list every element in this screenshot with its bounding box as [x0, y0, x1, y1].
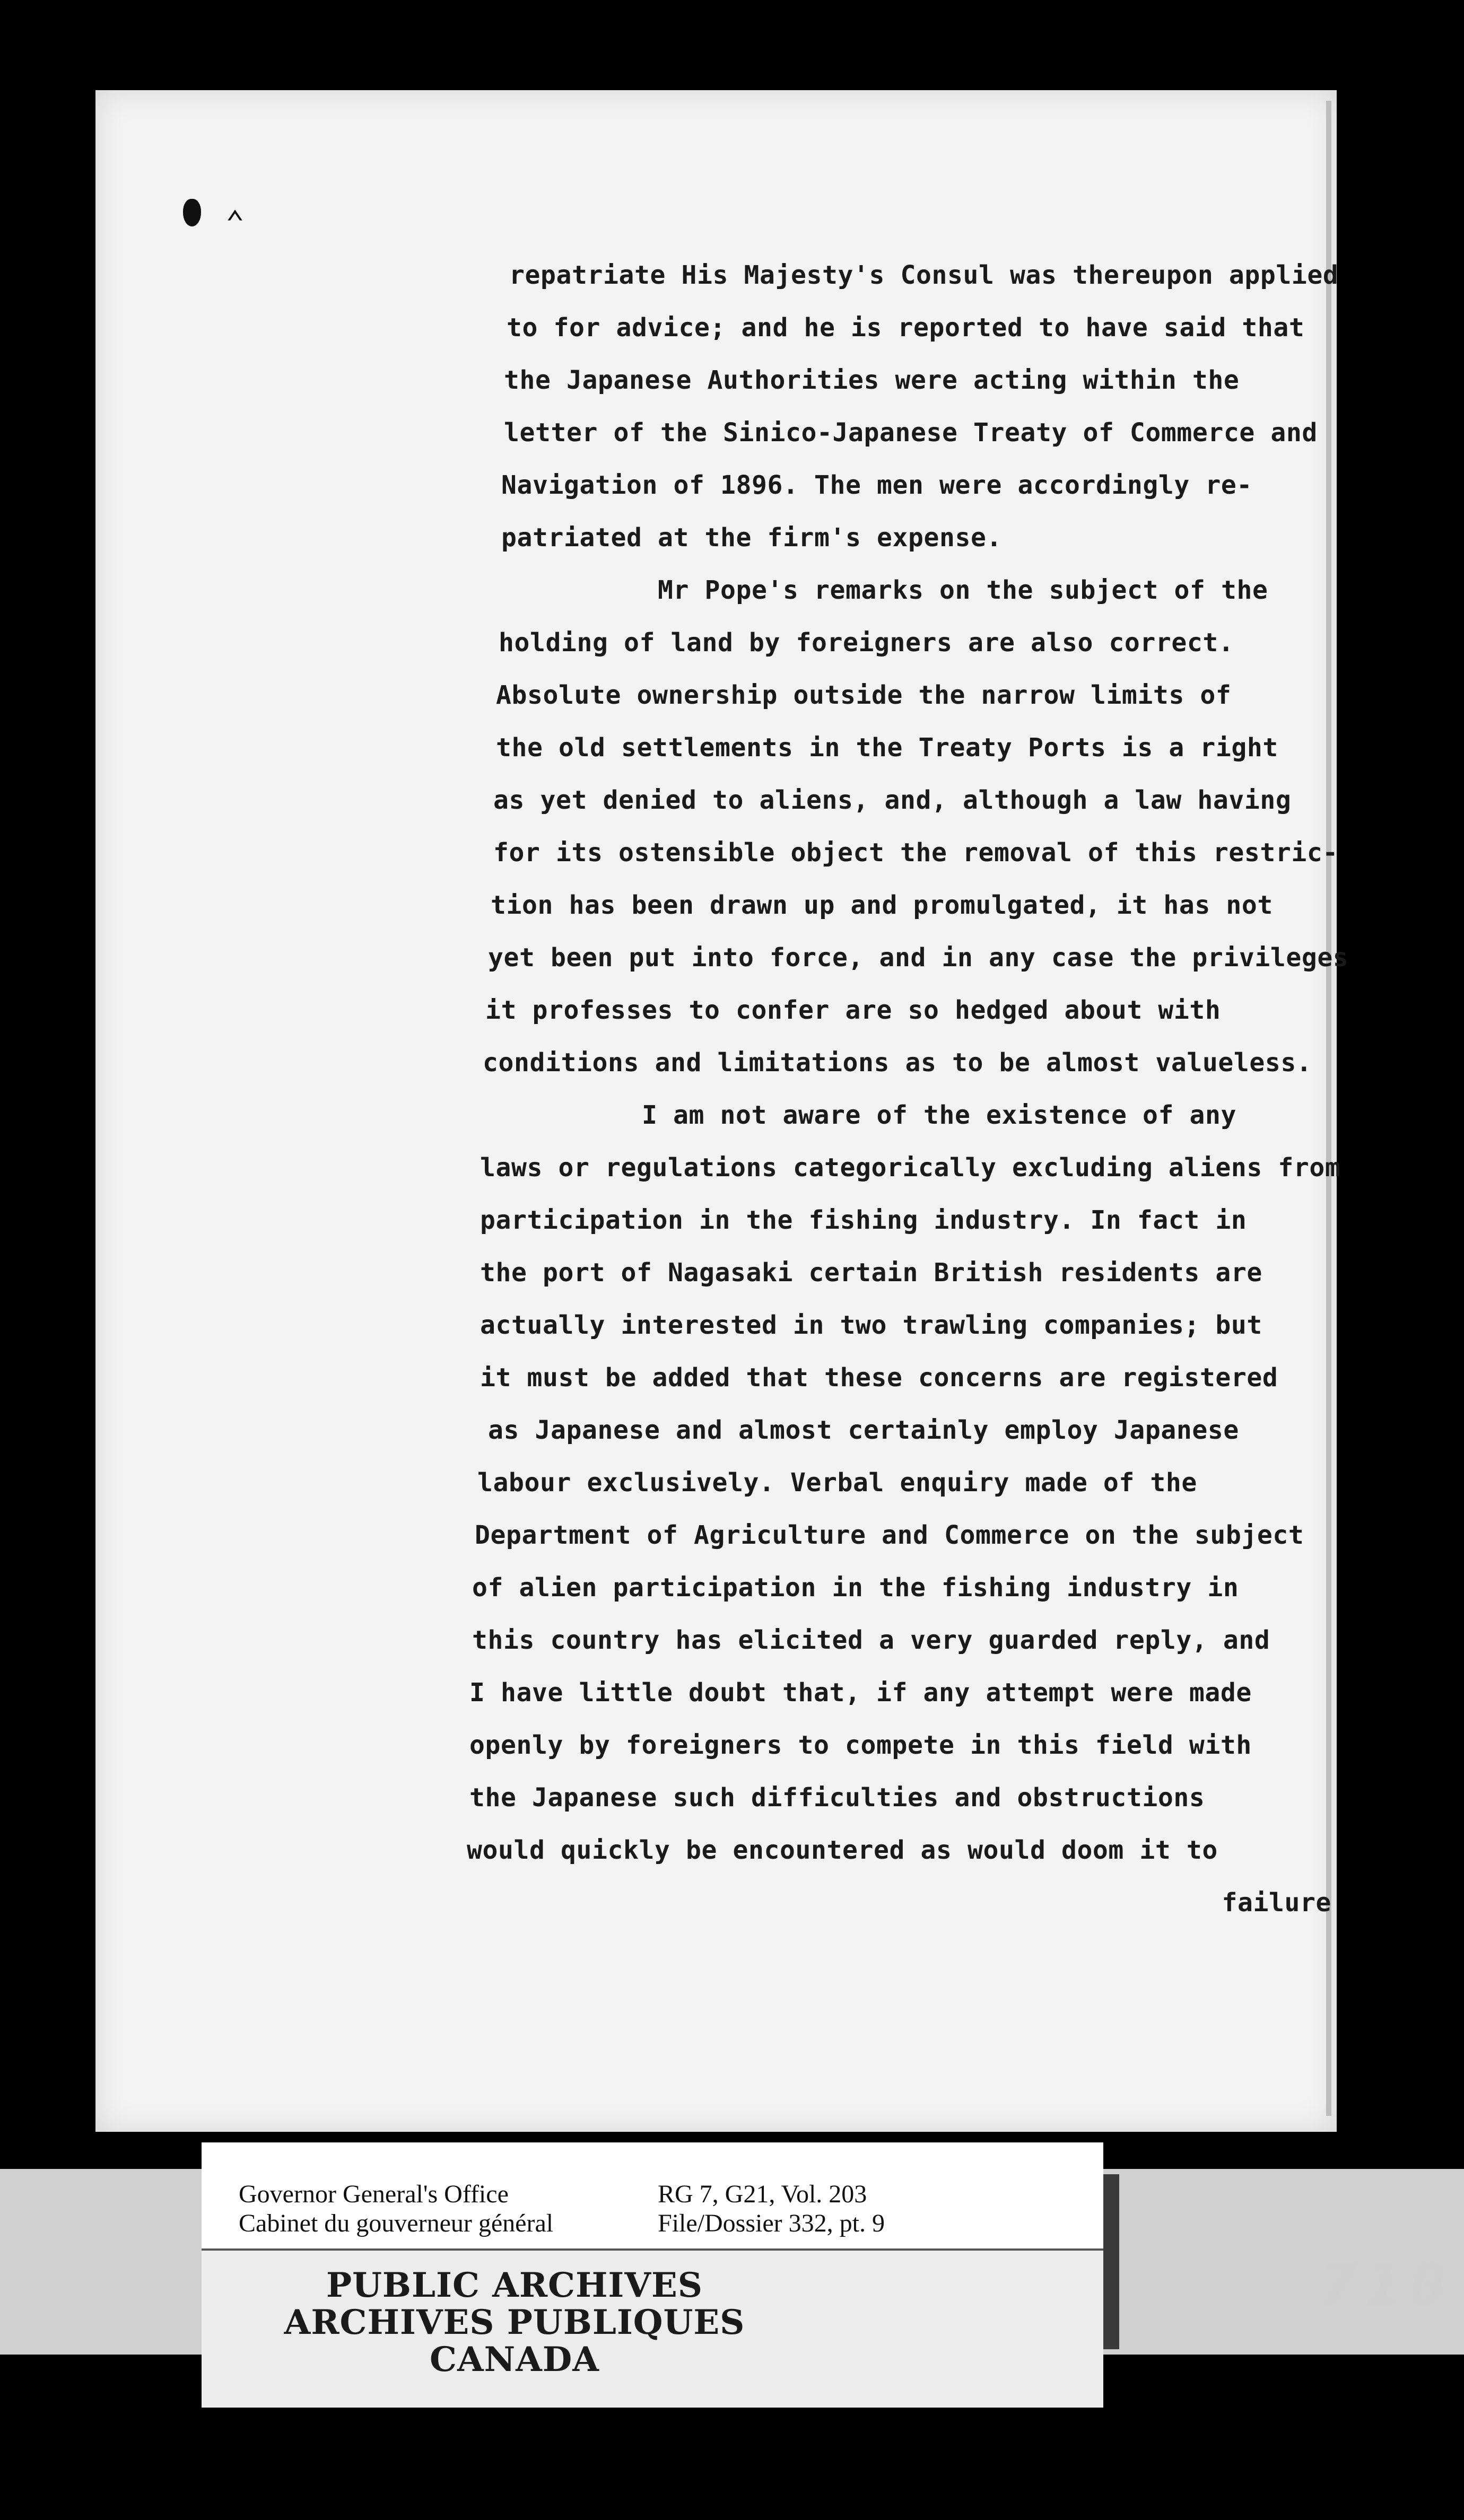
- punch-hole-mark: [183, 199, 201, 226]
- office-name-fr: Cabinet du gouverneur général: [239, 2209, 554, 2237]
- text-line-19: participation in the fishing industry. In fact in: [480, 1205, 1247, 1235]
- text-line-3: the Japanese Authorities were acting within the: [504, 365, 1240, 395]
- stamp-line-public-archives: PUBLIC ARCHIVES: [326, 2265, 703, 2305]
- margin-mark: ⌃: [225, 204, 245, 241]
- catchword: failure: [1222, 1888, 1331, 1918]
- text-line-23: as Japanese and almost certainly employ Japanese: [488, 1415, 1239, 1445]
- text-line-30: the Japanese such difficulties and obstructions: [469, 1783, 1205, 1813]
- text-line-28: I have little doubt that, if any attempt were made: [469, 1678, 1252, 1708]
- text-line-7: Mr Pope's remarks on the subject of the: [658, 575, 1268, 605]
- text-line-27: this country has elicited a very guarded reply, and: [472, 1625, 1270, 1655]
- text-line-13: tion has been drawn up and promulgated, it has not: [491, 890, 1273, 920]
- text-line-16: conditions and limitations as to be almost valueless.: [483, 1048, 1312, 1078]
- text-line-29: openly by foreigners to compete in this field with: [469, 1730, 1252, 1760]
- stamp-line-canada: CANADA: [430, 2340, 599, 2379]
- text-line-14: yet been put into force, and in any case the privileges: [488, 943, 1349, 973]
- text-line-24: labour exclusively. Verbal enquiry made of the: [477, 1468, 1197, 1498]
- text-line-10: the old settlements in the Treaty Ports is a right: [496, 733, 1278, 763]
- text-line-26: of alien participation in the fishing industry in: [472, 1573, 1239, 1603]
- text-line-12: for its ostensible object the removal of this restric-: [493, 838, 1338, 868]
- text-line-1: repatriate His Majesty's Consul was thereupon applied: [509, 260, 1339, 290]
- text-line-9: Absolute ownership outside the narrow limits of: [496, 680, 1232, 710]
- text-line-22: it must be added that these concerns are registered: [480, 1363, 1278, 1393]
- text-line-8: holding of land by foreigners are also correct.: [499, 628, 1234, 658]
- text-line-21: actually interested in two trawling companies; but: [480, 1310, 1262, 1340]
- text-line-2: to for advice; and he is reported to have said that: [507, 313, 1305, 343]
- text-line-4: letter of the Sinico-Japanese Treaty of Commerce and: [504, 418, 1318, 448]
- letter-body: [451, 249, 1349, 1929]
- text-line-25: Department of Agriculture and Commerce on the subject: [475, 1520, 1304, 1550]
- archives-stamp: [202, 2248, 1103, 2408]
- text-line-20: the port of Nagasaki certain British residents are: [480, 1258, 1262, 1288]
- text-line-11: as yet denied to aliens, and, although a law having: [493, 785, 1292, 815]
- text-line-15: it professes to confer are so hedged about with: [485, 995, 1221, 1025]
- text-line-31: would quickly be encountered as would doom it to: [467, 1835, 1218, 1865]
- file-reference: File/Dossier 332, pt. 9: [658, 2209, 885, 2237]
- office-name-en: Governor General's Office: [239, 2180, 509, 2208]
- stamp-line-archives-publiques: ARCHIVES PUBLIQUES: [284, 2303, 745, 2342]
- text-line-17: I am not aware of the existence of any: [642, 1100, 1236, 1130]
- record-group-reference: RG 7, G21, Vol. 203: [658, 2180, 867, 2208]
- archive-reference-label: [202, 2142, 1103, 2259]
- text-line-18: laws or regulations categorically excluding aliens from: [480, 1153, 1341, 1183]
- frame-number: 710: [1321, 2251, 1455, 2319]
- text-line-5: Navigation of 1896. The men were accordingly re-: [501, 470, 1252, 500]
- text-line-6: patriated at the firm's expense.: [501, 523, 1002, 553]
